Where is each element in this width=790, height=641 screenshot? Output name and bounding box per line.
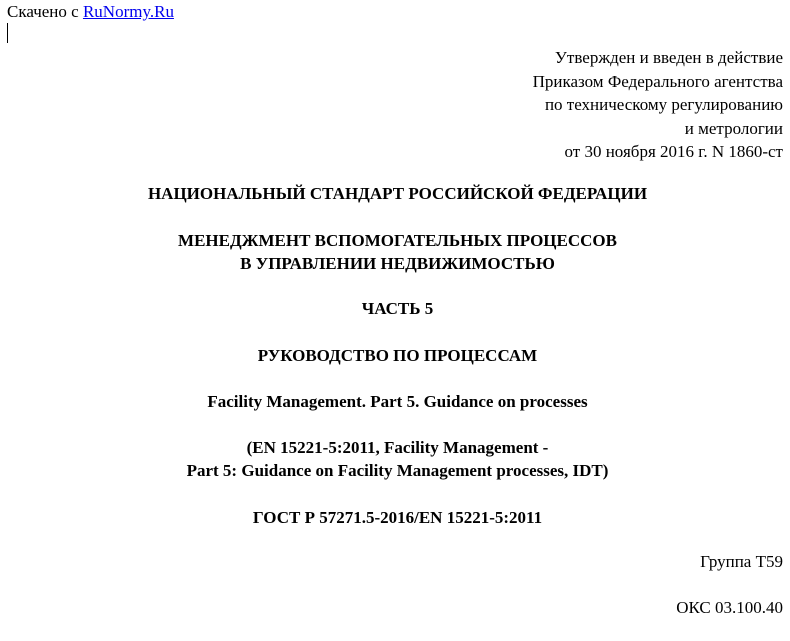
english-title: Facility Management. Part 5. Guidance on processes xyxy=(207,392,588,411)
approval-line-5: от 30 ноября 2016 г. N 1860-ст xyxy=(564,142,783,161)
national-standard-heading: НАЦИОНАЛЬНЫЙ СТАНДАРТ РОССИЙСКОЙ ФЕДЕРАЦИИ xyxy=(147,184,648,203)
approval-block xyxy=(533,46,783,164)
group-code: Группа Т59 xyxy=(700,552,783,571)
approval-line-1: Утвержден и введен в действие xyxy=(554,48,783,67)
oks-code: ОКС 03.100.40 xyxy=(676,598,783,617)
approval-line-2: Приказом Федерального агентства xyxy=(532,71,783,91)
main-title-line-2: В УПРАВЛЕНИИ НЕДВИЖИМОСТЬЮ xyxy=(240,254,555,273)
approval-line-3: по техническому регулированию xyxy=(544,95,783,114)
equivalence-line-1: (EN 15221-5:2011, Facility Management - xyxy=(246,438,549,457)
part-heading: ЧАСТЬ 5 xyxy=(361,299,434,318)
source-link[interactable]: RuNormy.Ru xyxy=(82,2,174,21)
approval-line-4: и метрологии xyxy=(684,118,783,138)
source-prefix: Скачено с xyxy=(7,2,79,21)
subtitle-heading: РУКОВОДСТВО ПО ПРОЦЕССАМ xyxy=(257,346,538,365)
main-title-line-1: МЕНЕДЖМЕНТ ВСПОМОГАТЕЛЬНЫХ ПРОЦЕССОВ xyxy=(178,231,617,250)
text-caret xyxy=(7,23,8,43)
equivalence-line-2: Part 5: Guidance on Facility Management processes, IDT) xyxy=(186,461,609,480)
standard-designation: ГОСТ Р 57271.5-2016/EN 15221-5:2011 xyxy=(252,508,543,527)
source-line xyxy=(7,2,174,22)
